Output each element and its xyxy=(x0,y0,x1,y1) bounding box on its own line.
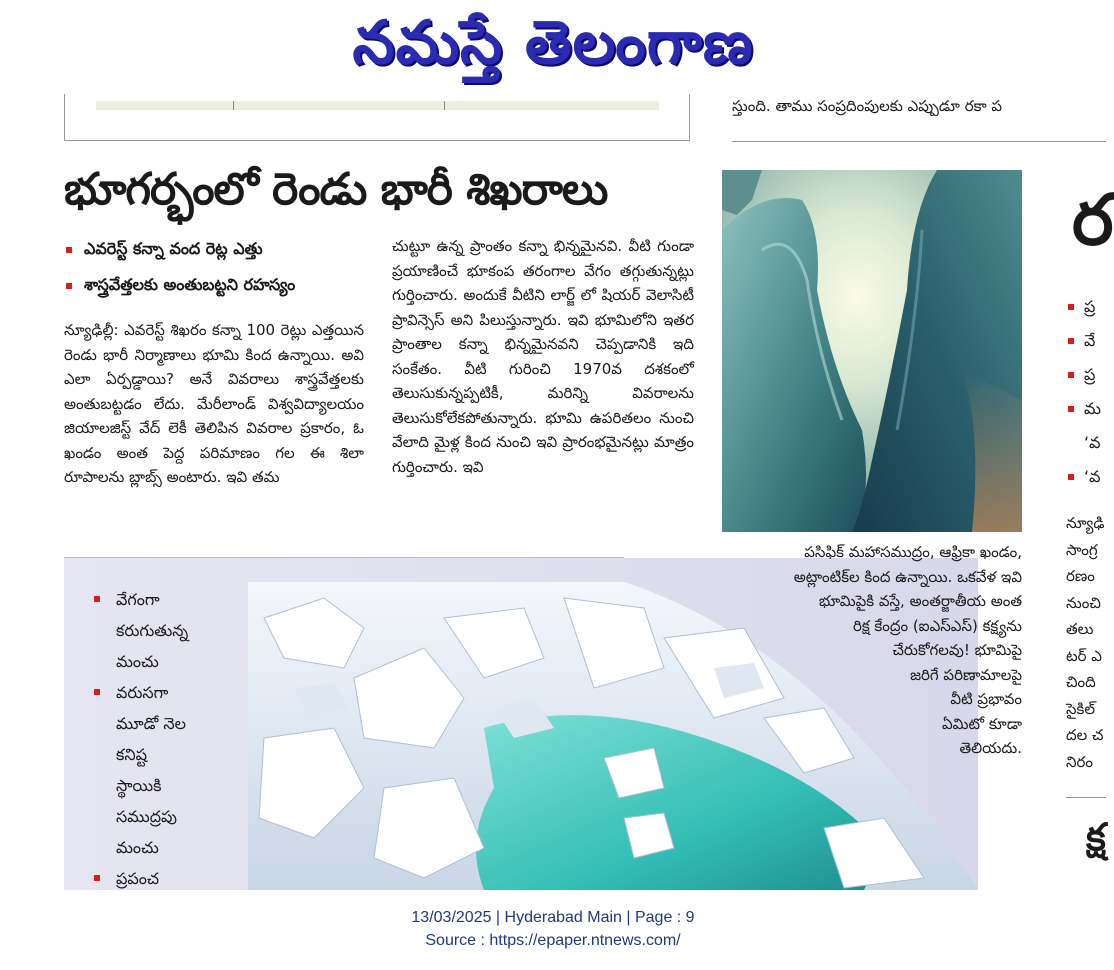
article-line: జరిగే పరిణామాలపై xyxy=(910,665,1022,684)
bullet-square-icon xyxy=(66,283,72,289)
next-article-bullet xyxy=(1068,426,1101,460)
next-article-bullet-text: మ xyxy=(1084,399,1101,418)
ice-bullet xyxy=(86,677,236,863)
source-link[interactable]: Source : https://epaper.ntnews.com/ xyxy=(425,932,681,949)
next-article-bullet xyxy=(1068,392,1101,426)
column-rule xyxy=(1066,797,1106,798)
table-divider xyxy=(233,101,234,110)
next-article-bullet-text: వే xyxy=(1084,331,1096,350)
ice-bullet-text xyxy=(116,863,159,894)
article-headline: భూగర్భంలో రెండు భారీ శిఖరాలు xyxy=(64,164,608,215)
ice-bullet-text xyxy=(116,584,188,677)
ice-bullet-line: మంచు xyxy=(116,652,159,671)
edition-info: 13/03/2025 | Hyderabad Main | Page : 9 xyxy=(411,909,695,926)
next-article-headline-fragment: ర xyxy=(1072,179,1114,261)
bullet-square-icon xyxy=(1068,304,1074,310)
next-article-bullet xyxy=(1068,324,1101,358)
next-article-line: నుంచి xyxy=(1066,593,1101,612)
article-column-3 xyxy=(720,540,1022,790)
ice-bullet-line: వరుసగా xyxy=(116,683,169,702)
bullet-square-icon xyxy=(1068,372,1074,378)
sub-headline-text: ఎవరెస్ట్ కన్నా వంద రెట్ల ఎత్తు xyxy=(84,239,263,258)
article-line: తెలియదు. xyxy=(959,739,1022,757)
table-divider xyxy=(444,101,445,110)
ice-bullet-line: మూడో నెల xyxy=(116,714,186,733)
next-article-bullet-text: ప్ర xyxy=(1084,365,1096,384)
bullet-square-icon xyxy=(66,247,72,253)
article-line: వీటి ప్రభావం xyxy=(950,690,1022,708)
ice-bullet-line: మంచు xyxy=(116,838,159,857)
next-article-bullet xyxy=(1068,290,1101,324)
article-line: భూమిపైకి వస్తే, అంతర్జాతీయ అంత xyxy=(818,592,1022,610)
bullet-square-icon xyxy=(94,689,100,695)
ice-bullet-line: కరుగుతున్న xyxy=(116,621,189,640)
ice-bullet xyxy=(86,863,236,894)
ice-bullet-line: కనిష్ట xyxy=(116,745,147,764)
continued-article-text: స్తుంది. తాము సంప్రదింపులకు ఎప్పుడూ రకా ప xyxy=(732,97,1003,115)
sub-headline-bullet xyxy=(66,274,295,296)
next-article-line: తలు xyxy=(1066,620,1094,638)
ice-bullet-line: ప్రపంచ xyxy=(116,869,160,888)
next-article-line: దల చ xyxy=(1066,726,1104,744)
ice-bullet xyxy=(86,584,236,677)
article-line: అట్లాంటిక్‌ల కింద ఉన్నాయి. ఒకవేళ ఇవి xyxy=(793,567,1022,586)
bullet-square-icon xyxy=(1068,474,1074,480)
next-article-line: రణం xyxy=(1066,567,1095,585)
next-article-bullet-text: ‘వ xyxy=(1084,467,1101,486)
article-line: చేరుకోగలవు! భూమిపై xyxy=(892,641,1022,659)
bullet-square-icon xyxy=(1068,406,1074,412)
ice-bullet-text xyxy=(116,677,186,863)
ice-panel-bullets xyxy=(86,584,236,894)
next-article-headline-fragment: క్ష xyxy=(1086,815,1106,859)
article-paragraph: చుట్టూ ఉన్న ప్రాంతం కన్నా భిన్నమైనవి. వీటి గుండా ప్రయాణించే భూకంప తరంగాల వేగం తగ్గుతున్నట్లు గుర్తించారు. అందుకే వీటిని లార్జ్ లో షియర్ వెలాసిటీ ప్రావిన్సెస్ అని పిలుస్తున్నారు. ఇవి భూమిలోని ఇతర ప్రాంతాల కన్నా భిన్నమైనవని చెప్పడానికి ఇది సంకేతం. వీటి గురించి 1970వ దశకంలో తెలుసుకున్నప్పటికీ, మరిన్ని వివరాలను తెలుసుకోలేకపోతున్నారు. భూమి ఉపరితలం నుంచి వేలాది మైళ్ల కింద నుంచి ఇవి ప్రారంభమైనట్లు మాత్రం గుర్తించారు. ఇవి xyxy=(392,237,694,476)
ice-bullet-line: వేగంగా xyxy=(116,590,160,609)
next-article-line: సాంగ్ర xyxy=(1066,540,1098,559)
column-rule xyxy=(732,141,1106,142)
article-line: రిక్ష కేంద్రం (ఐఎస్ఎస్) కక్ష్యను xyxy=(852,616,1022,635)
next-article-line: టర్ ఎ xyxy=(1066,646,1102,665)
next-article-line: సైకిల్ xyxy=(1066,699,1095,718)
next-article-bullet xyxy=(1068,460,1101,494)
newspaper-logo: నమస్తే తెలంగాణ xyxy=(352,8,754,78)
article-column-1 xyxy=(64,318,364,538)
next-article-line: నిరం xyxy=(1066,752,1094,771)
next-article-text-fragment xyxy=(1066,510,1106,775)
sub-headline-bullet xyxy=(66,238,263,260)
next-article-line: న్యూఢి xyxy=(1066,514,1105,532)
next-article-bullet xyxy=(1068,358,1101,392)
ice-bullet-line: సముద్రపు xyxy=(116,807,177,826)
ice-bullet-line: స్థాయికి xyxy=(116,776,162,795)
article-line: పసిఫిక్ మహాసముద్రం, ఆఫ్రికా ఖండం, xyxy=(804,543,1022,561)
next-article-bullets xyxy=(1068,290,1101,494)
bullet-square-icon xyxy=(94,875,100,881)
underground-peaks-photo xyxy=(722,170,1022,532)
masthead xyxy=(0,0,1106,90)
article-column-2 xyxy=(392,234,694,538)
bullet-square-icon xyxy=(1068,338,1074,344)
next-article-bullet-text: ‘వ xyxy=(1084,433,1101,452)
next-article-line: చింది xyxy=(1066,673,1096,691)
page-footer xyxy=(0,906,1106,952)
article-line: ఏమిటో కూడా xyxy=(941,714,1022,733)
previous-article-table-strip xyxy=(96,101,659,110)
article-paragraph: న్యూఢిల్లీ: ఎవరెస్ట్ శిఖరం కన్నా 100 రెట్లు ఎత్తయిన రెండు భారీ నిర్మాణాలు భూమి కింద ఉన్నాయి. అవి ఎలా ఏర్పడ్డాయి? అనే వివరాలు శాస్త్రవేత్తలకు అంతుబట్టడం లేదు. మేరీలాండ్ విశ్వవిద్యాలయం జియాలజిస్ట్ వేద్ లెకీ తెలిపిన వివరాల ప్రకారం, ఓ ఖండం అంత పెద్ద పరిమాణం గల ఈ శిలా రూపాలను బ్లాబ్స్ అంటారు. ఇవి తమ xyxy=(64,321,364,486)
next-article-bullet-text: ప్ర xyxy=(1084,297,1096,316)
sub-headline-text: శాస్త్రవేత్తలకు అంతుబట్టని రహస్యం xyxy=(84,275,296,294)
bullet-square-icon xyxy=(94,596,100,602)
